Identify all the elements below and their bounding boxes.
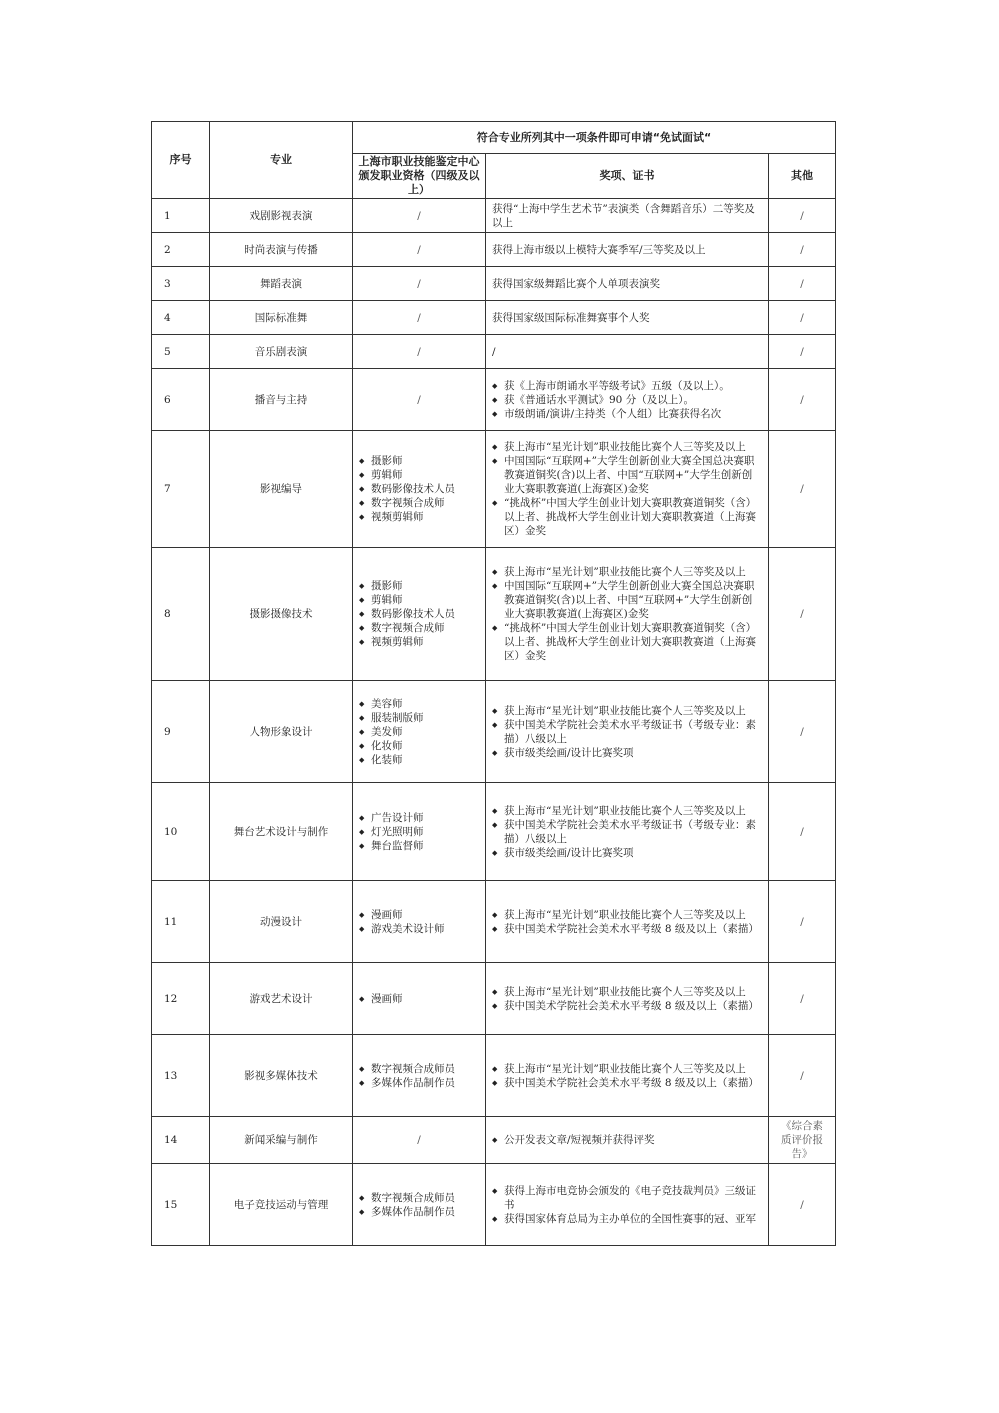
row-number: 1 [152, 199, 210, 233]
table-row [152, 681, 836, 783]
other-cell: / [769, 301, 836, 335]
row-number: 11 [152, 881, 210, 963]
major-name: 摄影摄像技术 [210, 548, 353, 681]
list-item: ◆ 广告设计师 [359, 811, 479, 825]
list-item: ◆ 视频剪辑师 [359, 510, 479, 524]
major-name: 舞台艺术设计与制作 [210, 783, 353, 881]
qualification-cell [353, 881, 486, 963]
list-item: ◆ 美发师 [359, 725, 479, 739]
list-item: ◆ 公开发表文章/短视频并获得评奖 [492, 1133, 762, 1147]
qualification-cell [353, 431, 486, 548]
row-number: 8 [152, 548, 210, 681]
header-major: 专业 [210, 122, 353, 199]
list-item: ◆ 数字视频合成师 [359, 496, 479, 510]
list-item: ◆ 摄影师 [359, 579, 479, 593]
list-item: ◆ 获中国美术学院社会美术水平考级 8 级及以上（素描） [492, 999, 762, 1013]
major-name: 动漫设计 [210, 881, 353, 963]
list-item: ◆ 视频剪辑师 [359, 635, 479, 649]
other-cell: / [769, 431, 836, 548]
award-list [492, 1062, 762, 1090]
row-number: 4 [152, 301, 210, 335]
list-item: ◆ 数字视频合成师员 [359, 1062, 479, 1076]
row-number: 9 [152, 681, 210, 783]
table-row [152, 335, 836, 369]
list-item: ◆ 获市级类绘画/设计比赛奖项 [492, 846, 762, 860]
other-cell: / [769, 963, 836, 1035]
major-name: 电子竞技运动与管理 [210, 1164, 353, 1246]
major-name: 人物形象设计 [210, 681, 353, 783]
list-item: ◆ 中国国际“互联网+”大学生创新创业大赛全国总决赛职教赛道铜奖(含)以上者、中国“互联网+”大学生创新创业大赛职教赛道(上海赛区)金奖 [492, 454, 762, 496]
major-name: 音乐剧表演 [210, 335, 353, 369]
other-cell: / [769, 199, 836, 233]
list-item: ◆ 多媒体作品制作员 [359, 1205, 479, 1219]
row-number: 5 [152, 335, 210, 369]
other-cell: / [769, 1164, 836, 1246]
list-item: ◆ “挑战杯”中国大学生创业计划大赛职教赛道铜奖（含）以上者、挑战杯大学生创业计划大赛职教赛道（上海赛区）金奖 [492, 496, 762, 538]
table-row [152, 1035, 836, 1117]
award-list [492, 985, 762, 1013]
major-name: 影视编导 [210, 431, 353, 548]
row-number: 7 [152, 431, 210, 548]
award-list [492, 379, 762, 421]
list-item: ◆ 服装制版师 [359, 711, 479, 725]
row-number: 6 [152, 369, 210, 431]
qualification-list [359, 1062, 479, 1090]
qualification-list [359, 908, 479, 936]
table-row [152, 267, 836, 301]
header-qualification: 上海市职业技能鉴定中心颁发职业资格（四级及以上） [353, 154, 486, 199]
award-cell [486, 1164, 769, 1246]
qualification-list [359, 579, 479, 649]
major-name: 戏剧影视表演 [210, 199, 353, 233]
table-row [152, 301, 836, 335]
list-item: ◆ 获上海市“星光计划”职业技能比赛个人三等奖及以上 [492, 908, 762, 922]
list-item: ◆ 漫画师 [359, 992, 479, 1006]
table-row [152, 881, 836, 963]
qualification-list [359, 697, 479, 767]
list-item: ◆ 化妆师 [359, 739, 479, 753]
award-list [492, 1133, 762, 1147]
qualification-cell [353, 548, 486, 681]
table-row [152, 548, 836, 681]
award-cell [486, 1117, 769, 1164]
other-cell: / [769, 548, 836, 681]
list-item: ◆ 获上海市“星光计划”职业技能比赛个人三等奖及以上 [492, 440, 762, 454]
award-list [492, 1184, 762, 1226]
qualification-cell: / [353, 369, 486, 431]
list-item: ◆ 舞台监督师 [359, 839, 479, 853]
row-number: 14 [152, 1117, 210, 1164]
other-cell: 《综合素质评价报告》 [769, 1117, 836, 1164]
major-name: 播音与主持 [210, 369, 353, 431]
qualification-cell: / [353, 301, 486, 335]
qualification-cell: / [353, 233, 486, 267]
award-cell: 获得国家级国际标准舞赛事个人奖 [486, 301, 769, 335]
award-cell: 获得国家级舞蹈比赛个人单项表演奖 [486, 267, 769, 301]
list-item: ◆ 市级朗诵/演讲/主持类（个人组）比赛获得名次 [492, 407, 762, 421]
list-item: ◆ 中国国际“互联网+”大学生创新创业大赛全国总决赛职教赛道铜奖(含)以上者、中国“互联网+”大学生创新创业大赛职教赛道(上海赛区)金奖 [492, 579, 762, 621]
table-row [152, 783, 836, 881]
list-item: ◆ 剪辑师 [359, 593, 479, 607]
header-other: 其他 [769, 154, 836, 199]
list-item: ◆ 获中国美术学院社会美术水平考级证书（考级专业：素描）八级以上 [492, 718, 762, 746]
qualification-cell [353, 681, 486, 783]
award-list [492, 804, 762, 860]
list-item: ◆ 数码影像技术人员 [359, 482, 479, 496]
row-number: 10 [152, 783, 210, 881]
award-cell [486, 963, 769, 1035]
award-list [492, 565, 762, 663]
other-cell: / [769, 335, 836, 369]
other-cell: / [769, 1035, 836, 1117]
award-cell [486, 369, 769, 431]
award-cell: 获得上海市级以上模特大赛季军/三等奖及以上 [486, 233, 769, 267]
list-item: ◆ 漫画师 [359, 908, 479, 922]
award-list [492, 440, 762, 538]
other-cell: / [769, 681, 836, 783]
list-item: ◆ 获上海市“星光计划”职业技能比赛个人三等奖及以上 [492, 704, 762, 718]
qualification-cell: / [353, 199, 486, 233]
major-name: 影视多媒体技术 [210, 1035, 353, 1117]
major-name: 时尚表演与传播 [210, 233, 353, 267]
header-no: 序号 [152, 122, 210, 199]
table-row [152, 1117, 836, 1164]
list-item: ◆ 数码影像技术人员 [359, 607, 479, 621]
qualification-cell: / [353, 267, 486, 301]
other-cell: / [769, 783, 836, 881]
qualification-cell [353, 963, 486, 1035]
award-list [492, 908, 762, 936]
major-name: 新闻采编与制作 [210, 1117, 353, 1164]
award-cell [486, 431, 769, 548]
other-cell: / [769, 369, 836, 431]
list-item: ◆ 多媒体作品制作员 [359, 1076, 479, 1090]
row-number: 13 [152, 1035, 210, 1117]
list-item: ◆ 获上海市“星光计划”职业技能比赛个人三等奖及以上 [492, 1062, 762, 1076]
row-number: 2 [152, 233, 210, 267]
qualification-cell [353, 1164, 486, 1246]
major-name: 游戏艺术设计 [210, 963, 353, 1035]
list-item: ◆ 获中国美术学院社会美术水平考级 8 级及以上（素描） [492, 922, 762, 936]
list-item: ◆ 剪辑师 [359, 468, 479, 482]
header-award: 奖项、证书 [486, 154, 769, 199]
list-item: ◆ 获上海市“星光计划”职业技能比赛个人三等奖及以上 [492, 985, 762, 999]
qualification-list [359, 1191, 479, 1219]
row-number: 12 [152, 963, 210, 1035]
other-cell: / [769, 267, 836, 301]
list-item: ◆ 摄影师 [359, 454, 479, 468]
table-row [152, 431, 836, 548]
qualification-list [359, 454, 479, 524]
list-item: ◆ 获《普通话水平测试》90 分（及以上）。 [492, 393, 762, 407]
award-cell [486, 783, 769, 881]
table-row [152, 233, 836, 267]
major-name: 国际标准舞 [210, 301, 353, 335]
table-row [152, 369, 836, 431]
award-list [492, 704, 762, 760]
award-cell [486, 1035, 769, 1117]
list-item: ◆ 获得国家体育总局为主办单位的全国性赛事的冠、亚军 [492, 1212, 762, 1226]
award-cell [486, 681, 769, 783]
table-row [152, 1164, 836, 1246]
qualification-cell [353, 1035, 486, 1117]
list-item: ◆ 数字视频合成师 [359, 621, 479, 635]
list-item: ◆ 获上海市“星光计划”职业技能比赛个人三等奖及以上 [492, 565, 762, 579]
table-body [152, 199, 836, 1246]
list-item: ◆ 获上海市“星光计划”职业技能比赛个人三等奖及以上 [492, 804, 762, 818]
header-group-title: 符合专业所列其中一项条件即可申请“免试面试“ [353, 122, 836, 154]
list-item: ◆ “挑战杯”中国大学生创业计划大赛职教赛道铜奖（含）以上者、挑战杯大学生创业计划大赛职教赛道（上海赛区）金奖 [492, 621, 762, 663]
list-item: ◆ 获得上海市电竞协会颁发的《电子竞技裁判员》三级证书 [492, 1184, 762, 1212]
other-cell: / [769, 233, 836, 267]
row-number: 15 [152, 1164, 210, 1246]
qualification-list [359, 992, 479, 1006]
list-item: ◆ 获市级类绘画/设计比赛奖项 [492, 746, 762, 760]
award-cell: / [486, 335, 769, 369]
list-item: ◆ 获中国美术学院社会美术水平考级证书（考级专业：素描）八级以上 [492, 818, 762, 846]
list-item: ◆ 获《上海市朗诵水平等级考试》五级（及以上）。 [492, 379, 762, 393]
qualification-cell: / [353, 1117, 486, 1164]
list-item: ◆ 游戏美术设计师 [359, 922, 479, 936]
list-item: ◆ 化装师 [359, 753, 479, 767]
row-number: 3 [152, 267, 210, 301]
award-cell: 获得“上海中学生艺术节”表演类（含舞蹈音乐）二等奖及以上 [486, 199, 769, 233]
award-cell [486, 881, 769, 963]
major-name: 舞蹈表演 [210, 267, 353, 301]
qualification-cell: / [353, 335, 486, 369]
list-item: ◆ 数字视频合成师员 [359, 1191, 479, 1205]
list-item: ◆ 灯光照明师 [359, 825, 479, 839]
qualification-cell [353, 783, 486, 881]
exemption-table [151, 121, 836, 1246]
award-cell [486, 548, 769, 681]
other-cell: / [769, 881, 836, 963]
table-row [152, 199, 836, 233]
list-item: ◆ 美容师 [359, 697, 479, 711]
table-row [152, 963, 836, 1035]
list-item: ◆ 获中国美术学院社会美术水平考级 8 级及以上（素描） [492, 1076, 762, 1090]
qualification-list [359, 811, 479, 853]
